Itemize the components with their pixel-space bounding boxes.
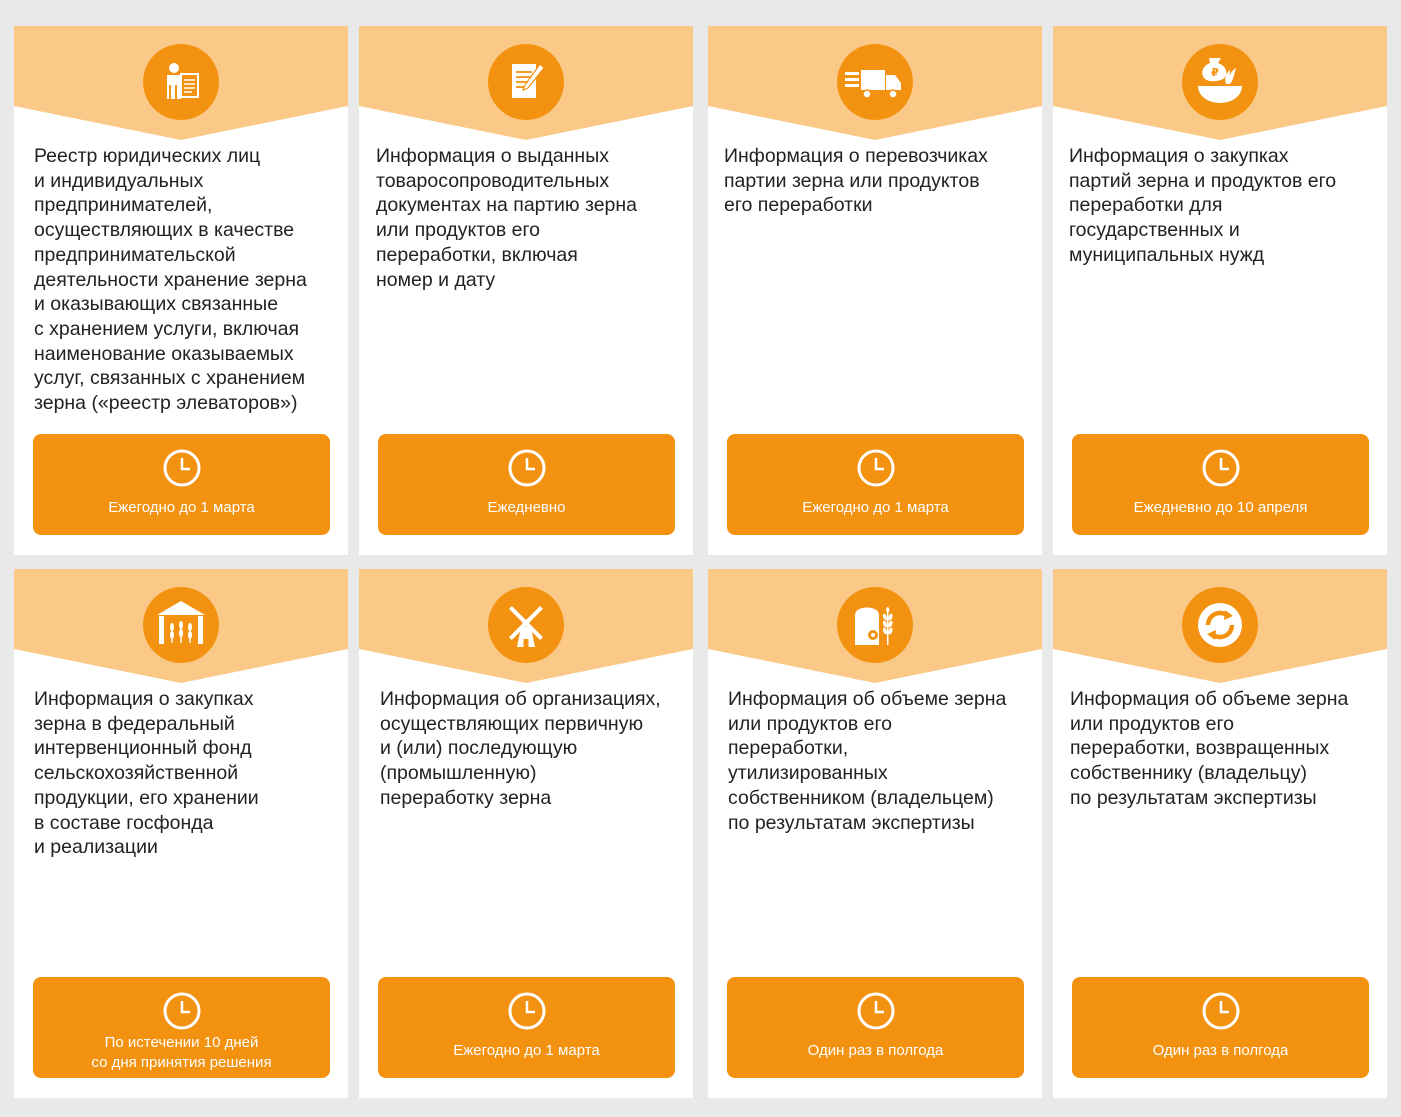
businessman-document-icon [143, 44, 219, 120]
card-description: Информация об организациях, осуществляющих первичную и (или) последующую (промышленную) переработку зерна [380, 688, 661, 809]
silo-wheat-icon [837, 587, 913, 663]
frequency-label: Один раз в полгода [807, 1042, 944, 1059]
frequency-label: Ежегодно до 1 марта [108, 499, 255, 516]
info-card [14, 569, 348, 1098]
clock-icon [855, 990, 897, 1032]
frequency-label: Ежедневно до 10 апреля [1133, 499, 1308, 516]
clock-icon [161, 990, 203, 1032]
refresh-arrows-icon [1182, 587, 1258, 663]
info-card [359, 26, 693, 555]
clock-icon [855, 447, 897, 489]
clock-icon [506, 447, 548, 489]
frequency-button[interactable] [378, 434, 675, 535]
card-description: Информация об объеме зерна или продуктов его переработки, возвращенных собственнику (владельцу) по результатам экспертизы [1070, 688, 1349, 809]
grain-storehouse-icon [143, 587, 219, 663]
frequency-label: По истечении 10 дней со дня принятия решения [91, 1034, 272, 1071]
windmill-icon [488, 587, 564, 663]
frequency-button[interactable] [33, 434, 330, 535]
document-pen-icon [488, 44, 564, 120]
frequency-label: Ежедневно [487, 499, 566, 516]
card-description: Информация о перевозчиках партии зерна или продуктов его переработки [724, 145, 988, 217]
info-card [14, 26, 348, 555]
clock-icon [506, 990, 548, 1032]
card-description: Информация об объеме зерна или продуктов его переработки, утилизированных собственником (владельцем) по результатам экспертизы [728, 688, 1007, 834]
clock-icon [1200, 990, 1242, 1032]
delivery-truck-icon [837, 44, 913, 120]
card-description: Реестр юридических лиц и индивидуальных предпринимателей, осуществляющих в качестве предпринимательской деятельности хранение зерна и оказывающих связанные с хранением услуги, включая наименование оказываемых услуг, связанных с хранением зерна («реестр элеваторов») [34, 145, 307, 415]
frequency-label: Ежегодно до 1 марта [453, 1042, 600, 1059]
frequency-button[interactable] [1072, 977, 1369, 1078]
frequency-button[interactable] [727, 977, 1024, 1078]
info-card [359, 569, 693, 1098]
frequency-button[interactable] [727, 434, 1024, 535]
card-description: Информация о выданных товаросопроводительных документах на партию зерна или продуктов его переработки, включая номер и дату [376, 145, 637, 291]
clock-icon [161, 447, 203, 489]
clock-icon [1200, 447, 1242, 489]
frequency-label: Ежегодно до 1 марта [802, 499, 949, 516]
card-description: Информация о закупках партий зерна и продуктов его переработки для государственных и муниципальных нужд [1069, 145, 1337, 266]
frequency-button[interactable] [1072, 434, 1369, 535]
money-bag-bowl-icon [1182, 44, 1258, 120]
info-card [1053, 26, 1387, 555]
info-card [708, 569, 1042, 1098]
svg-text:₽: ₽ [1211, 66, 1219, 79]
info-card [1053, 569, 1387, 1098]
card-description: Информация о закупках зерна в федеральный интервенционный фонд сельскохозяйственной продукции, его хранении в составе госфонда и реализации [34, 688, 259, 859]
frequency-button[interactable] [378, 977, 675, 1078]
frequency-label: Один раз в полгода [1152, 1042, 1289, 1059]
frequency-button[interactable] [33, 977, 330, 1078]
info-card [708, 26, 1042, 555]
